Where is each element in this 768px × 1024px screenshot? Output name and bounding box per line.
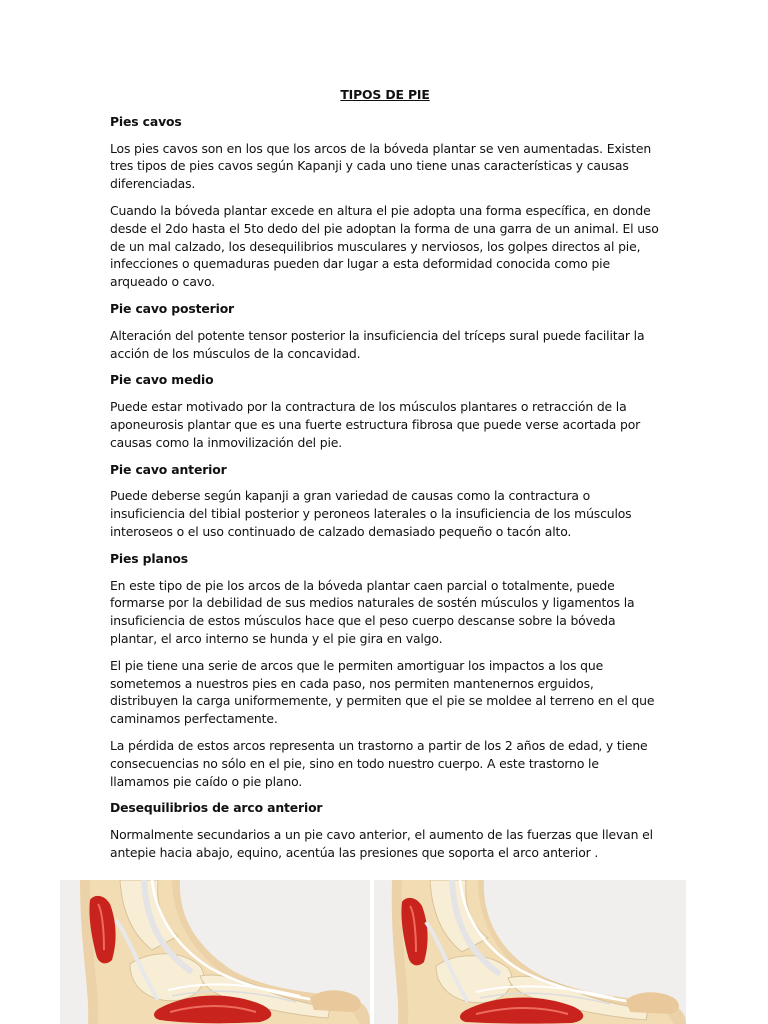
foot-anatomy-illustration-left xyxy=(60,880,370,1024)
paragraph: Puede deberse según kapanji a gran variedad de causas como la contractura o insuficiencia del tibial posterior y peroneos laterales o la insuficiencia de los músculos interoseos o el uso continuado de calzado demasiado pequeño o tacón alto. xyxy=(110,488,632,539)
foot-anatomy-left-icon xyxy=(60,880,370,1024)
paragraph: En este tipo de pie los arcos de la bóveda plantar caen parcial o totalmente, puede formarse por la debilidad de sus medios naturales de sostén músculos y ligamentos la insuficiencia de estos músculos hace que el peso cuerpo descanse sobre la bóveda plantar, el arco interno se hunda y el pie gira en valgo. xyxy=(110,577,635,646)
section-heading-pie-cavo-anterior: Pie cavo anterior xyxy=(110,461,227,477)
section-heading-desequilibrios-arco-anterior: Desequilibrios de arco anterior xyxy=(110,800,323,816)
paragraph: El pie tiene una serie de arcos que le permiten amortiguar los impactos a los que sometemos a nuestros pies en cada paso, nos permiten mantenernos erguidos, distribuyen la carga uniformemente, y permiten que el pie se moldee al terreno en el que caminamos perfectamente. xyxy=(110,657,655,727)
paragraph: Alteración del potente tensor posterior la insuficiencia del tríceps sural puede facilitar la acción de los músculos de la concavidad. xyxy=(110,327,645,361)
section-heading-pie-cavo-medio: Pie cavo medio xyxy=(110,372,214,388)
document-body xyxy=(110,86,660,871)
paragraph: Normalmente secundarios a un pie cavo anterior, el aumento de las fuerzas que llevan el antepie hacia abajo, equino, acentúa las presiones que soporta el arco anterior . xyxy=(110,827,653,860)
paragraph: La pérdida de estos arcos representa un trastorno a partir de los 2 años de edad, y tiene consecuencias no sólo en el pie, sino en todo nuestro cuerpo. A este trastorno le llamamos pie caído o pie plano. xyxy=(110,737,648,789)
paragraph: Los pies cavos son en los que los arcos de la bóveda plantar se ven aumentadas. Existen tres tipos de pies cavos según Kapanji y cada uno tiene unas características y causas diferenciadas. xyxy=(110,140,652,192)
section-heading-pies-planos: Pies planos xyxy=(110,550,188,566)
section-heading-pies-cavos: Pies cavos xyxy=(110,113,182,129)
paragraph: Cuando la bóveda plantar excede en altura el pie adopta una forma específica, en donde desde el 2do hasta el 5to dedo del pie adoptan la forma de una garra de un animal. El uso de un mal calzado, los desequilibrios musculares y nerviosos, los golpes directos al pie, infecciones o quemaduras pueden dar lugar a esta deformidad conocida como pie arqueado o cavo. xyxy=(110,202,659,290)
document-title: TIPOS DE PIE xyxy=(340,87,430,102)
foot-anatomy-illustration-right xyxy=(374,880,686,1024)
anatomy-images xyxy=(60,880,686,1024)
paragraph: Puede estar motivado por la contractura de los músculos plantares o retracción de la aponeurosis plantar que es una fuerte estructura fibrosa que puede verse acortada por causas como la inmovilización del pie. xyxy=(110,399,641,450)
foot-anatomy-right-icon xyxy=(374,880,686,1024)
section-heading-pie-cavo-posterior: Pie cavo posterior xyxy=(110,300,235,316)
